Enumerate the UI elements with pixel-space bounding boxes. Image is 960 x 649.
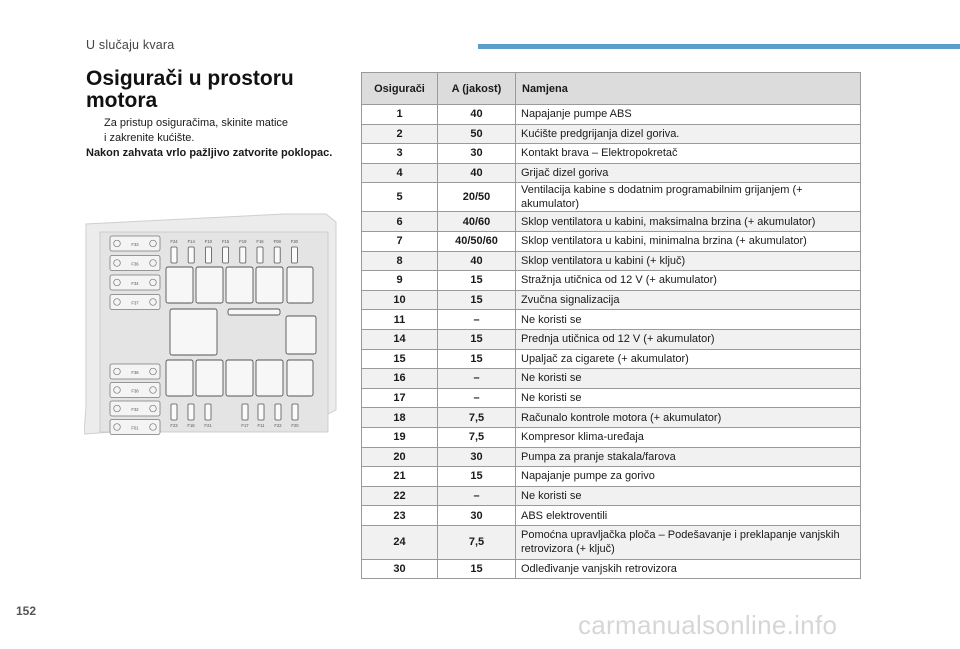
table-row [362,124,861,144]
table-row [362,144,861,164]
fuse-number-cell: 17 [362,388,438,408]
relay-box [170,309,217,355]
slot-label: F36 [131,370,139,375]
slot-label: F01 [131,425,139,431]
slot-label: F32 [131,407,139,412]
fuse-label: F30 [290,239,299,244]
amperage-cell: – [438,388,516,408]
fuse-label: F19 [239,239,247,244]
table-row [362,212,861,232]
function-cell: Sklop ventilatora u kabini (+ ključ) [516,251,861,271]
amperage-cell: – [438,486,516,506]
table-row [362,447,861,467]
amperage-cell: 30 [438,144,516,164]
relay-box [256,360,283,396]
table-row [362,559,861,579]
function-cell: Prednja utičnica od 12 V (+ akumulator) [516,329,861,349]
function-cell: ABS elektroventili [516,506,861,526]
function-cell: Napajanje pumpe za gorivo [516,467,861,487]
relay-box [287,267,313,303]
fuse-label: F17 [241,423,249,428]
function-cell: Odleđivanje vanjskih retrovizora [516,559,861,579]
blade-fuse [292,404,298,420]
fuse-number-cell: 7 [362,231,438,251]
amperage-cell: 15 [438,559,516,579]
fuse-label: F23 [170,423,178,428]
fuse-slot [110,364,160,379]
table-row [362,251,861,271]
blade-fuse [171,404,177,420]
fuse-label: F20 [291,423,299,428]
table-row [362,525,861,559]
fuse-number-cell: 3 [362,144,438,164]
fuse-number-cell: 20 [362,447,438,467]
fuse-box-diagram [84,212,338,438]
fuse-number-cell: 4 [362,163,438,183]
blade-fuse [257,247,263,263]
header-bar [478,44,960,49]
fuse-slot [110,401,160,416]
relay-box [287,360,313,396]
table-row [362,388,861,408]
fuse-number-cell: 5 [362,183,438,212]
amperage-cell: 20/50 [438,183,516,212]
blade-fuse [205,404,211,420]
header-function: Namjena [516,73,861,105]
amperage-cell: 15 [438,329,516,349]
function-cell: Pumpa za pranje stakala/farova [516,447,861,467]
function-cell: Stražnja utičnica od 12 V (+ akumulator) [516,271,861,291]
page-title [86,68,326,112]
function-cell: Kompresor klima-uređaja [516,427,861,447]
amperage-cell: 15 [438,271,516,291]
amperage-cell: 30 [438,506,516,526]
amperage-cell: 7,5 [438,408,516,428]
function-cell: Grijač dizel goriva [516,163,861,183]
fuse-label: F08 [273,239,281,244]
blade-fuse [242,404,248,420]
fuse-number-cell: 16 [362,369,438,389]
fuse-number-cell: 9 [362,271,438,291]
fuse-slot [110,383,160,398]
fuse-number-cell: 11 [362,310,438,330]
blade-fuse [240,247,246,263]
function-cell: Računalo kontrole motora (+ akumulator) [516,408,861,428]
amperage-cell: 7,5 [438,525,516,559]
table-header-row [362,73,861,105]
table-row [362,467,861,487]
fuse-label: F15 [221,239,230,244]
warning-text: Nakon zahvata vrlo pažljivo zatvorite poklopac. [86,147,333,159]
blade-fuse [188,404,194,420]
fuse-slot [110,295,160,310]
fuse-label: F18 [187,423,195,428]
amperage-cell: 40 [438,251,516,271]
fuse-number-cell: 6 [362,212,438,232]
fuse-slot [110,256,160,271]
amperage-cell: 40/60 [438,212,516,232]
function-cell: Napajanje pumpe ABS [516,105,861,125]
amperage-cell: 40 [438,163,516,183]
table-row [362,486,861,506]
table-row [362,231,861,251]
blade-fuse [258,404,264,420]
title-line-1: Osigurači u prostoru [86,67,294,90]
relay-box [166,267,193,303]
table-row [362,290,861,310]
slot-label: F34 [131,281,139,286]
blade-fuse [205,247,211,263]
fuse-number-cell: 1 [362,105,438,125]
fuse-label: F10 [204,239,213,244]
fuse-number-cell: 24 [362,525,438,559]
amperage-cell: 15 [438,349,516,369]
relay-box [256,267,283,303]
table-row [362,310,861,330]
fuse-number-cell: 22 [362,486,438,506]
fuse-label: F16 [256,239,264,244]
section-header: U slučaju kvara [86,38,175,52]
function-cell: Kućište predgrijanja dizel goriva. [516,124,861,144]
blade-fuse [223,247,229,263]
function-cell: Kontakt brava – Elektropokretač [516,144,861,164]
function-cell: Sklop ventilatora u kabini, minimalna brzina (+ akumulator) [516,231,861,251]
amperage-cell: – [438,369,516,389]
amperage-cell: 30 [438,447,516,467]
fuse-slot [110,420,160,435]
slot-label: F38 [131,388,139,394]
fuse-number-cell: 23 [362,506,438,526]
function-cell: Ventilacija kabine s dodatnim programabilnim grijanjem (+ akumulator) [516,183,861,212]
slot-label: F37 [131,300,139,306]
header-fuse: Osigurači [362,73,438,105]
relay-box [228,309,280,315]
function-cell: Ne koristi se [516,369,861,389]
header-amperage: A (jakost) [438,73,516,105]
fuse-slot [110,275,160,290]
table-row [362,408,861,428]
fuse-number-cell: 10 [362,290,438,310]
function-cell: Zvučna signalizacija [516,290,861,310]
title-line-2: motora [86,89,158,112]
table-row [362,163,861,183]
table-row [362,105,861,125]
function-cell: Ne koristi se [516,486,861,506]
blade-fuse [275,404,281,420]
page-number: 152 [16,604,37,618]
fuse-number-cell: 14 [362,329,438,349]
intro-line-1: Za pristup osiguračima, skinite matice [104,117,289,129]
fuse-slot [110,236,160,251]
table-row [362,329,861,349]
relay-box [226,360,253,396]
watermark: carmanualsonline.info [578,610,838,640]
blade-fuse [171,247,177,263]
table-row [362,506,861,526]
slot-label: F36 [131,261,139,267]
relay-box [286,316,316,354]
fuse-table [361,72,861,579]
fuse-number-cell: 2 [362,124,438,144]
function-cell: Ne koristi se [516,388,861,408]
fuse-number-cell: 21 [362,467,438,487]
intro-text [86,116,336,161]
fuse-number-cell: 8 [362,251,438,271]
function-cell: Upaljač za cigarete (+ akumulator) [516,349,861,369]
table-row [362,349,861,369]
amperage-cell: 40 [438,105,516,125]
amperage-cell: 40/50/60 [438,231,516,251]
fuse-label: F21 [204,423,212,428]
table-row [362,427,861,447]
table-row [362,369,861,389]
relay-box [166,360,193,396]
fuse-number-cell: 30 [362,559,438,579]
relay-box [196,360,223,396]
fuse-number-cell: 19 [362,427,438,447]
relay-box [196,267,223,303]
fuse-label: F24 [170,239,178,244]
blade-fuse [188,247,194,263]
function-cell: Ne koristi se [516,310,861,330]
blade-fuse [274,247,280,263]
amperage-cell: – [438,310,516,330]
bullet-icon [86,116,104,146]
intro-line-2: i zakrenite kućište. [104,132,195,144]
amperage-cell: 15 [438,290,516,310]
amperage-cell: 50 [438,124,516,144]
fuse-label: F14 [187,239,195,244]
function-cell: Pomoćna upravljačka ploča – Podešavanje i preklapanje vanjskih retrovizora (+ ključ) [516,525,861,559]
fuse-label: F11 [257,423,265,428]
amperage-cell: 7,5 [438,427,516,447]
fuse-number-cell: 15 [362,349,438,369]
table-row [362,271,861,291]
blade-fuse [291,247,297,263]
fuse-number-cell: 18 [362,408,438,428]
amperage-cell: 15 [438,467,516,487]
relay-box [226,267,253,303]
table-row [362,183,861,212]
fuse-label: F22 [274,423,282,428]
function-cell: Sklop ventilatora u kabini, maksimalna brzina (+ akumulator) [516,212,861,232]
slot-label: F33 [131,242,139,247]
